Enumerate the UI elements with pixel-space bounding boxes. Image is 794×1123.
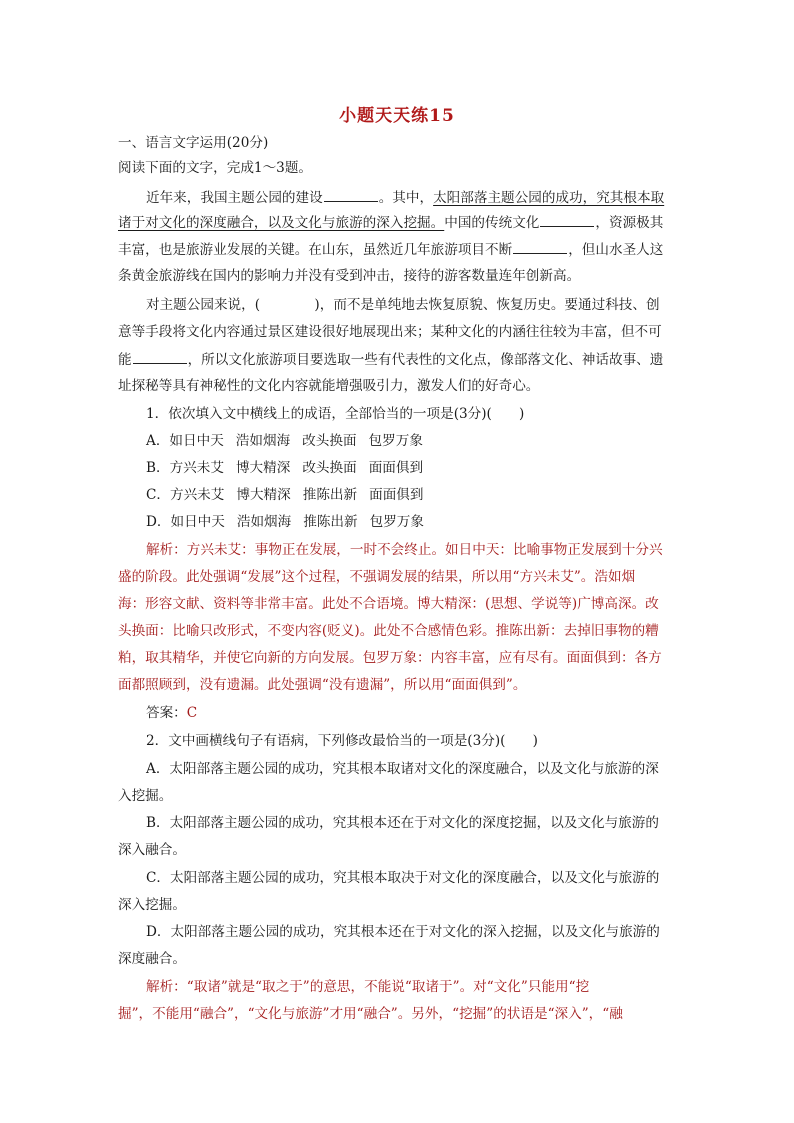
passage-line: 意等手段将文化内容通过景区建设很好地展现出来；某种文化的内涵往往较为丰富，但不可 [118,324,662,340]
underlined-sentence: 太阳部落主题公园的成功，究其根本取 [433,190,665,206]
question-1-option-d: D．如日中天 浩如烟海 推陈出新 包罗万象 [146,514,424,530]
question-2-option-b-cont: 深入融合。 [118,842,186,858]
passage-line: 址探秘等具有神秘性的文化内容就能增强吸引力，激发人们的好奇心。 [118,378,540,394]
passage-line: 能 ，所以文化旅游项目要选取一些有代表性的文化点，像部落文化、神话故事、遗 [118,352,664,368]
question-2-option-d: D．太阳部落主题公园的成功，究其根本还在于对文化的深入挖掘，以及文化与旅游的 [146,924,660,940]
question-2-analysis-line: 掘”，不能用“融合”，“文化与旅游”才用“融合”。另外，“挖掘”的状语是“深入”，“融 [118,1006,623,1022]
reading-instruction: 阅读下面的文字，完成1～3题。 [118,160,313,176]
question-2-option-a-cont: 入挖掘。 [118,788,173,804]
passage-line: 诸于对文化的深度融合，以及文化与旅游的深入挖掘。中国的传统文化 ，资源极其 [118,215,664,231]
fill-blank [540,214,594,227]
question-1-option-c: C．方兴未艾 博大精深 推陈出新 面面俱到 [146,487,424,503]
question-1-option-b: B．方兴未艾 博大精深 改头换面 面面俱到 [146,460,424,476]
question-1-analysis-line: 头换面：比喻只改形式，不变内容(贬义)。此处不合感情色彩。推陈出新：去掉旧事物的糟 [118,623,659,639]
fill-blank [513,241,567,254]
question-2-stem: 2．文中画横线句子有语病，下列修改最恰当的一项是(3分)( ) [146,733,538,749]
question-2-option-b: B．太阳部落主题公园的成功，究其根本还在于对文化的深度挖掘，以及文化与旅游的 [146,815,659,831]
question-1-analysis-line: 解析：方兴未艾：事物正在发展，一时不会终止。如日中天：比喻事物正发展到十分兴 [146,542,663,558]
page-title: 小题天天练15 [339,106,455,126]
question-2-analysis-line: 解析：“取诸”就是“取之于”的意思，不能说“取诸于”。对“文化”只能用“挖 [146,979,590,995]
underlined-sentence: 诸于对文化的深度融合，以及文化与旅游的深入挖掘。 [118,215,445,231]
question-2-option-d-cont: 深度融合。 [118,951,186,967]
answer-value: C [186,705,198,721]
question-1-analysis-line: 盛的阶段。此处强调“发展”这个过程，不强调发展的结果，所以用“方兴未艾”。浩如烟 [118,569,636,585]
passage-line: 近年来，我国主题公园的建设 。其中，太阳部落主题公园的成功，究其根本取 [146,190,665,206]
question-1-stem: 1．依次填入文中横线上的成语，全部恰当的一项是(3分)( ) [146,406,525,422]
question-1-analysis-line: 海：形容文献、资料等非常丰富。此处不合语境。博大精深：(思想、学说等)广博高深。改 [118,596,659,612]
fill-blank [324,189,378,202]
passage-line: 对主题公园来说，( )，而不是单纯地去恢复原貌、恢复历史。要通过科技、创 [146,297,660,313]
question-1-option-a: A．如日中天 浩如烟海 改头换面 包罗万象 [146,433,423,449]
passage-line: 条黄金旅游线在国内的影响力并没有受到冲击，接待的游客数量连年创新高。 [118,268,581,284]
passage-line: 丰富，也是旅游业发展的关键。在山东，虽然近几年旅游项目不断 ，但山水圣人这 [118,242,664,258]
question-1-analysis-line: 粕，取其精华，并使它向新的方向发展。包罗万象：内容丰富，应有尽有。面面俱到：各方 [118,650,662,666]
question-1-analysis-line: 面都照顾到，没有遗漏。此处强调“没有遗漏”，所以用“面面俱到”。 [118,677,527,693]
question-2-option-a: A．太阳部落主题公园的成功，究其根本取诸对文化的深度融合，以及文化与旅游的深 [146,761,659,777]
question-2-option-c: C．太阳部落主题公园的成功，究其根本取决于对文化的深度融合，以及文化与旅游的 [146,870,660,886]
question-2-option-c-cont: 深入挖掘。 [118,897,186,913]
section-heading: 一、语言文字运用(20分) [118,135,269,151]
fill-blank [133,351,187,364]
question-1-answer: 答案：C [146,705,198,721]
